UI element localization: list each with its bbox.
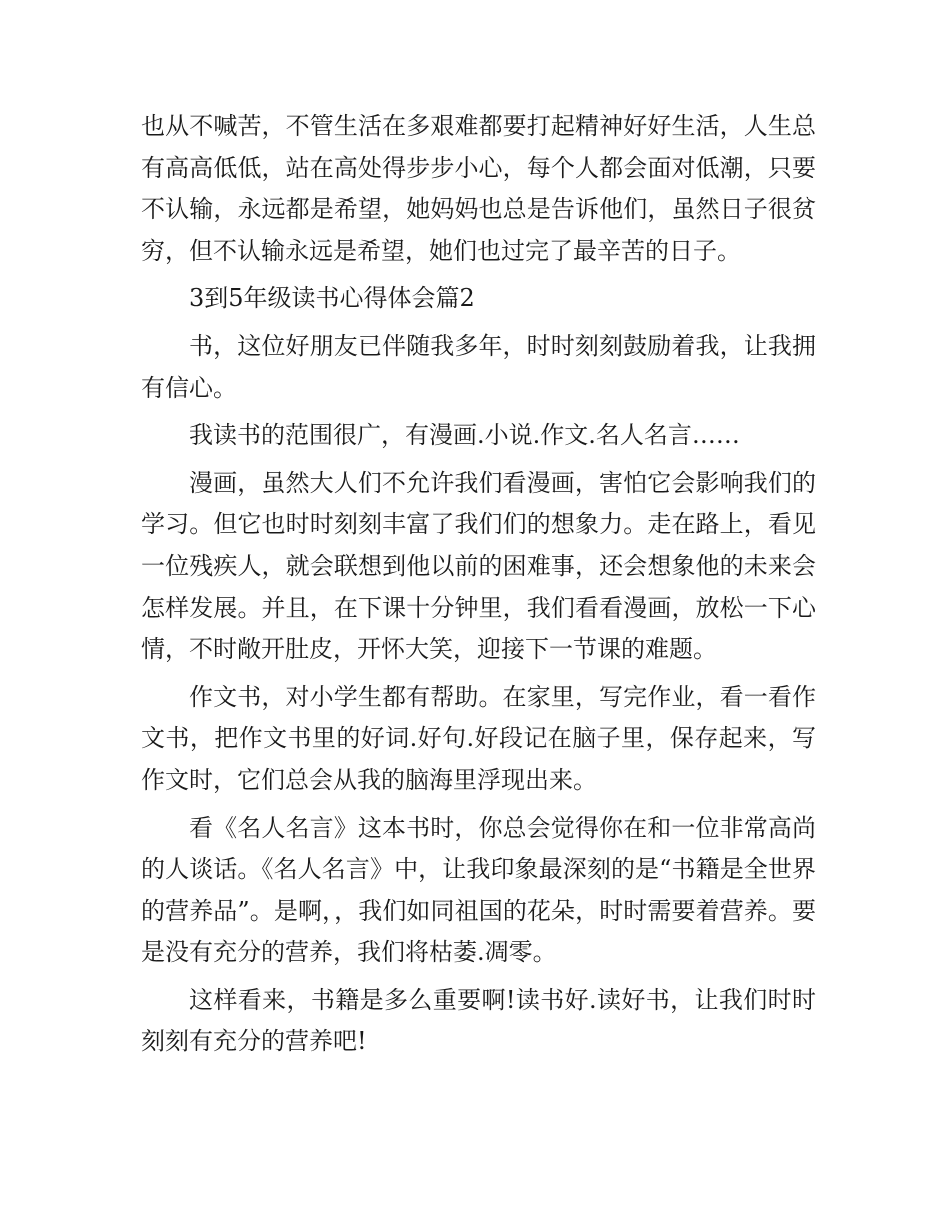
paragraph: 漫画，虽然大人们不允许我们看漫画，害怕它会影响我们的学习。但它也时时刻刻丰富了我们们的想象力。走在路上，看见一位残疾人，就会联想到他以前的困难事，还会想象他的未来会怎样发展。并且，在下课十分钟里，我们看看漫画，放松一下心情，不时敞开肚皮，开怀大笑，迎接下一节课的难题。 — [141, 468, 816, 664]
paragraph: 看《名人名言》这本书时，你总会觉得你在和一位非常高尚的人谈话。《名人名言》中，让我印象最深刻的是“书籍是全世界的营养品”。是啊，，我们如同祖国的花朵，时时需要着营养。要是没有充分的营养，我们将枯萎.凋零。 — [141, 813, 816, 967]
paragraph: 我读书的范围很广，有漫画.小说.作文.名人名言…… — [189, 421, 740, 450]
document-body — [141, 106, 816, 1069]
paragraph: 作文书，对小学生都有帮助。在家里，写完作业，看一看作文书，把作文书里的好词.好句.好段记在脑子里，保存起来，写作文时，它们总会从我的脑海里浮现出来。 — [141, 682, 816, 794]
section-heading: 3到5年级读书心得体会篇2 — [189, 284, 475, 313]
paragraph: 这样看来，书籍是多么重要啊!读书好.读好书，让我们时时刻刻有充分的营养吧! — [141, 985, 816, 1056]
paragraph-continuation: 也从不喊苦，不管生活在多艰难都要打起精神好好生活，人生总有高高低低，站在高处得步步小心，每个人都会面对低潮，只要不认输，永远都是希望，她妈妈也总是告诉他们，虽然日子很贫穷，但不认输永远是希望，她们也过完了最辛苦的日子。 — [141, 112, 816, 265]
paragraph: 书，这位好朋友已伴随我多年，时时刻刻鼓励着我，让我拥有信心。 — [141, 331, 816, 402]
